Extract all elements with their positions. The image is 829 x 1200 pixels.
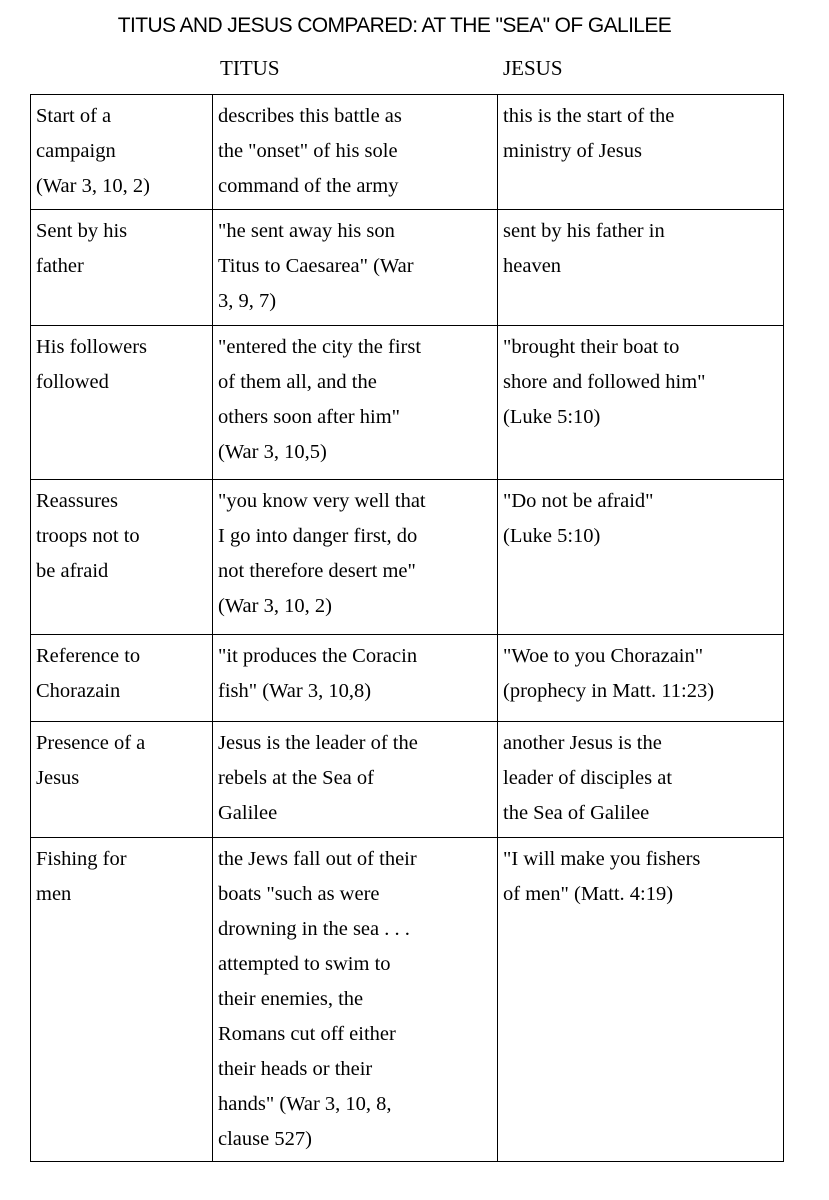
topic-cell	[31, 95, 213, 210]
jesus-text: "Do not be afraid" (Luke 5:10)	[503, 490, 654, 547]
table-row	[31, 838, 784, 1162]
titus-cell	[213, 635, 498, 722]
jesus-text: "Woe to you Chorazain" (prophecy in Matt. 11:23)	[503, 645, 715, 702]
jesus-cell	[498, 838, 784, 1162]
jesus-column-header: JESUS	[503, 56, 563, 80]
titus-cell	[213, 722, 498, 838]
titus-cell	[213, 480, 498, 635]
titus-column-header: TITUS	[220, 56, 280, 80]
titus-text: "he sent away his son Titus to Caesarea" (War 3, 9, 7)	[218, 220, 414, 312]
topic-cell	[31, 326, 213, 480]
titus-cell	[213, 95, 498, 210]
table-row	[31, 480, 784, 635]
jesus-text: "brought their boat to shore and followed him" (Luke 5:10)	[503, 336, 706, 428]
table-row	[31, 722, 784, 838]
table-row	[31, 210, 784, 326]
titus-text: "entered the city the first of them all, and the others soon after him" (War 3, 10,5)	[218, 336, 422, 463]
table-row	[31, 95, 784, 210]
titus-cell	[213, 326, 498, 480]
jesus-text: this is the start of the ministry of Jesus	[503, 105, 675, 162]
jesus-cell	[498, 722, 784, 838]
comparison-table	[30, 94, 784, 1162]
titus-text: Jesus is the leader of the rebels at the Sea of Galilee	[218, 732, 418, 824]
topic-text: Reassures troops not to be afraid	[36, 490, 140, 582]
jesus-cell	[498, 326, 784, 480]
titus-text: describes this battle as the "onset" of his sole command of the army	[218, 105, 402, 197]
topic-text: Sent by his father	[36, 220, 128, 277]
topic-text: Presence of a Jesus	[36, 732, 146, 789]
topic-cell	[31, 210, 213, 326]
titus-text: "it produces the Coracin fish" (War 3, 10,8)	[218, 645, 418, 702]
jesus-cell	[498, 635, 784, 722]
jesus-text: another Jesus is the leader of disciples at the Sea of Galilee	[503, 732, 673, 824]
titus-cell	[213, 210, 498, 326]
titus-text: "you know very well that I go into danger first, do not therefore desert me" (War 3, 10, 2)	[218, 490, 426, 617]
table-row	[31, 326, 784, 480]
jesus-text: sent by his father in heaven	[503, 220, 665, 277]
topic-text: Reference to Chorazain	[36, 645, 141, 702]
topic-text: Fishing for men	[36, 848, 127, 905]
page-title: TITUS AND JESUS COMPARED: AT THE "SEA" OF GALILEE	[117, 14, 672, 37]
table-row	[31, 635, 784, 722]
jesus-cell	[498, 210, 784, 326]
topic-cell	[31, 480, 213, 635]
jesus-text: "I will make you fishers of men" (Matt. 4:19)	[503, 848, 701, 905]
titus-text: the Jews fall out of their boats "such as were drowning in the sea . . . attempted to swim to their enemies, the Romans cut off either their heads or their hands" (War 3, 10, 8, clause 527)	[218, 848, 417, 1150]
topic-text: His followers followed	[36, 336, 148, 393]
titus-cell	[213, 838, 498, 1162]
jesus-cell	[498, 95, 784, 210]
topic-cell	[31, 635, 213, 722]
topic-cell	[31, 722, 213, 838]
topic-text: Start of a campaign (War 3, 10, 2)	[36, 105, 150, 197]
jesus-cell	[498, 480, 784, 635]
topic-cell	[31, 838, 213, 1162]
